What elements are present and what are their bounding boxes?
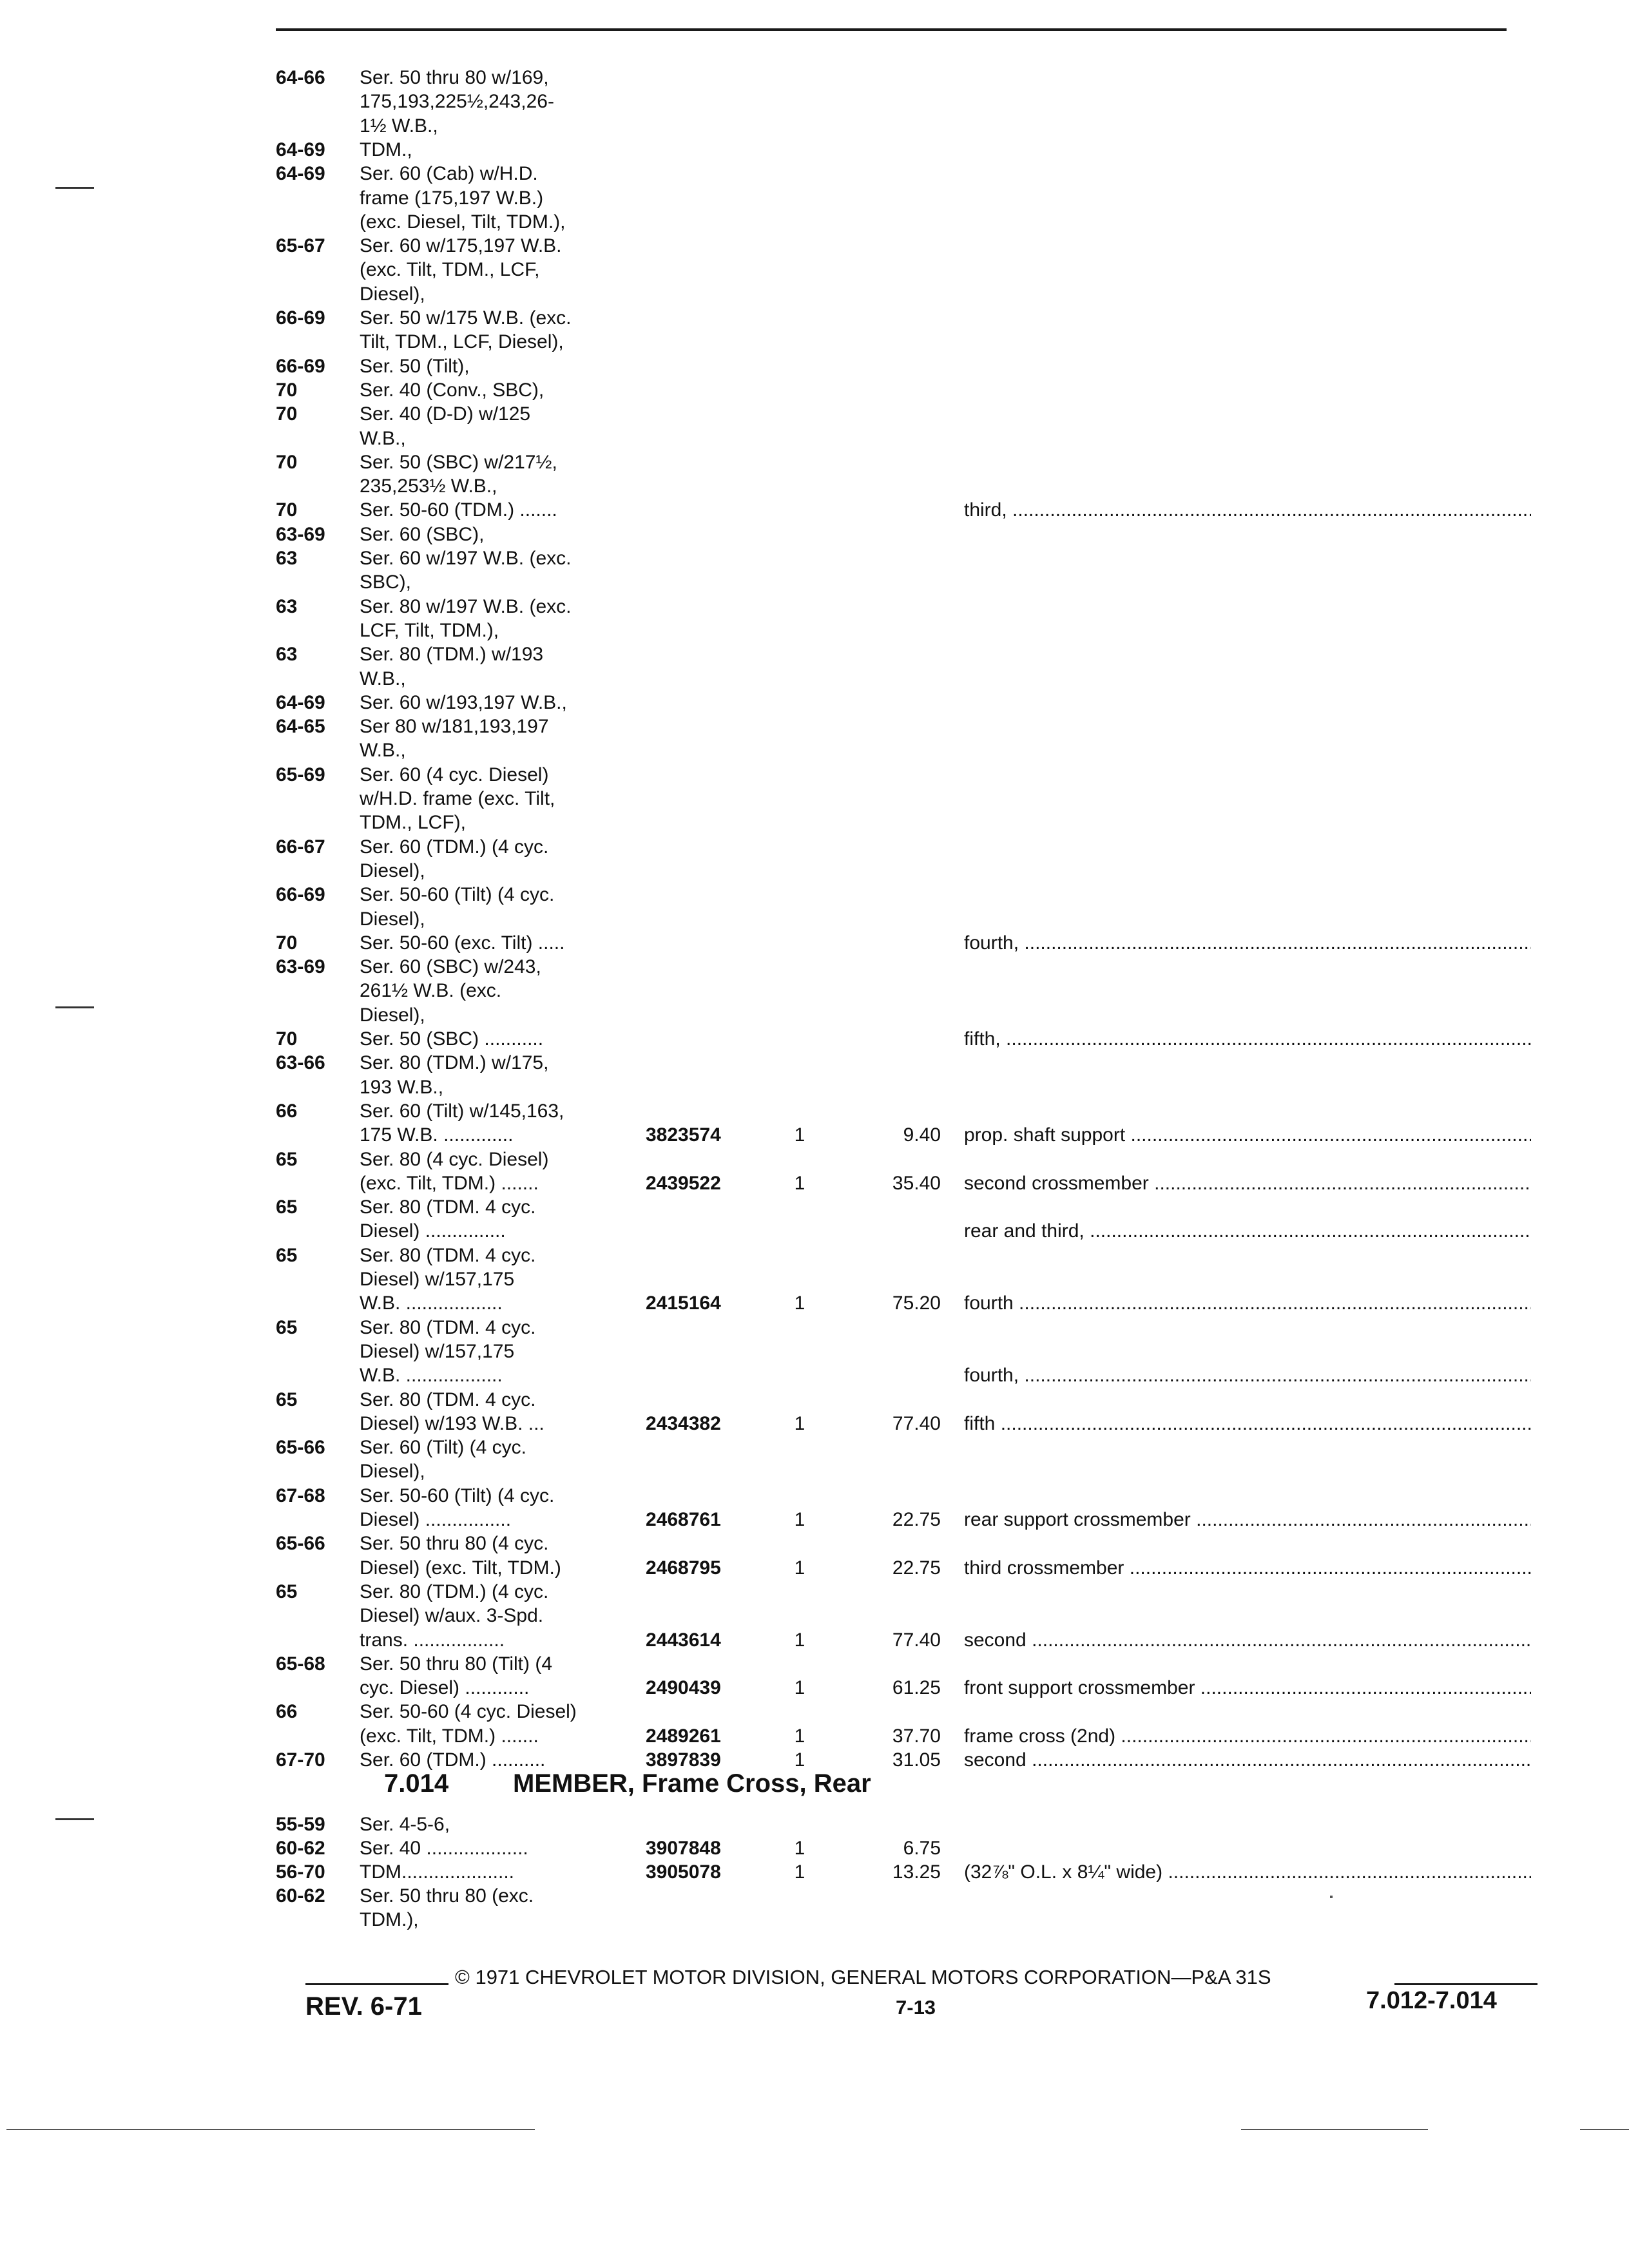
year-range: 67-68 (276, 1485, 325, 1506)
application-desc: Tilt, TDM., LCF, Diesel), (360, 331, 564, 353)
application-desc: Ser. 50 (SBC) ........... (360, 1028, 544, 1050)
year-range: 66 (276, 1701, 298, 1723)
application-desc: Diesel), (360, 1004, 425, 1026)
location-desc: fourth ..... (964, 1293, 1531, 1314)
catalog-row (0, 1341, 1629, 1363)
application-desc: Ser. 60 (TDM.) (4 cyc. (360, 836, 549, 858)
year-range: 60-62 (276, 1885, 325, 1907)
section-range: 7.012-7.014 (1366, 1987, 1497, 2014)
application-desc: Ser. 50-60 (TDM.) ....... (360, 499, 557, 521)
location-desc: fourth, ..... (964, 1365, 1531, 1387)
catalog-row (0, 1100, 1629, 1122)
catalog-row (0, 644, 1629, 666)
catalog-row (0, 1245, 1629, 1267)
catalog-row (0, 596, 1629, 618)
catalog-row (0, 1389, 1629, 1411)
application-desc: Ser. 50-60 (Tilt) (4 cyc. (360, 884, 555, 906)
bottom-scan-line (1580, 2129, 1629, 2130)
year-range: 65-69 (276, 764, 325, 785)
catalog-row (0, 1725, 1629, 1747)
catalog-row (0, 1605, 1629, 1627)
catalog-row (0, 380, 1629, 401)
catalog-row (0, 1196, 1629, 1218)
application-desc: Ser. 60 (4 cyc. Diesel) (360, 764, 549, 785)
application-desc: Ser. 60 (Cab) w/H.D. (360, 163, 538, 185)
quantity: 1 (794, 1412, 805, 1434)
catalog-row (0, 187, 1629, 209)
price: 35.40 (892, 1172, 941, 1194)
year-range: 55-59 (276, 1814, 325, 1835)
catalog-row (0, 1814, 1629, 1836)
application-desc: SBC), (360, 572, 412, 593)
year-range: 70 (276, 1028, 298, 1050)
quantity: 1 (794, 1293, 805, 1314)
catalog-row (0, 1909, 1629, 1931)
part-number: 3907848 (646, 1838, 721, 1859)
application-desc: frame (175,197 W.B.) (360, 187, 544, 209)
application-desc: Ser. 40 ................... (360, 1838, 528, 1859)
price: 61.25 (892, 1677, 941, 1699)
application-desc: 235,253½ W.B., (360, 476, 497, 497)
year-range: 65 (276, 1389, 298, 1410)
price: 75.20 (892, 1293, 941, 1314)
year-range: 66-69 (276, 307, 325, 329)
copyright-notice: © 1971 CHEVROLET MOTOR DIVISION, GENERAL MOTORS CORPORATION—P&A 31S (455, 1966, 1271, 1988)
application-desc: Ser. 80 (TDM. 4 cyc. (360, 1244, 536, 1266)
location-desc: (32⅞" O.L. x 8¼" wide) ..... (964, 1861, 1531, 1883)
catalog-row (0, 572, 1629, 593)
catalog-row (0, 1004, 1629, 1026)
application-desc: w/H.D. frame (exc. Tilt, (360, 788, 555, 809)
location-desc: third, ..... (964, 499, 1531, 521)
year-range: 66-67 (276, 836, 325, 858)
catalog-row (0, 284, 1629, 305)
quantity: 1 (794, 1838, 805, 1859)
catalog-row (0, 836, 1629, 858)
catalog-row (0, 620, 1629, 642)
application-desc: W.B., (360, 427, 406, 449)
year-range: 70 (276, 451, 298, 473)
catalog-row (0, 163, 1629, 185)
catalog-row (0, 1677, 1629, 1699)
year-range: 67-70 (276, 1749, 325, 1771)
catalog-row (0, 1413, 1629, 1435)
part-number: 2489261 (646, 1725, 721, 1747)
application-desc: Ser. 50 thru 80 w/169, (360, 67, 549, 88)
catalog-row (0, 1269, 1629, 1291)
location-desc: front support crossmember ..... (964, 1677, 1531, 1699)
year-range: 65-66 (276, 1437, 325, 1459)
part-number: 3823574 (646, 1124, 721, 1146)
year-range: 63-69 (276, 956, 325, 978)
location-desc: frame cross (2nd) ..... (964, 1725, 1531, 1747)
application-desc: Ser. 80 (4 cyc. Diesel) (360, 1148, 549, 1170)
year-range: 65 (276, 1196, 298, 1218)
catalog-row (0, 1653, 1629, 1675)
year-range: 65-67 (276, 235, 325, 257)
application-desc: Ser. 60 w/193,197 W.B., (360, 691, 567, 713)
application-desc: Ser. 60 (Tilt) (4 cyc. (360, 1437, 526, 1459)
catalog-row (0, 1461, 1629, 1483)
price: 77.40 (892, 1629, 941, 1651)
application-desc: TDM., LCF), (360, 812, 466, 834)
catalog-row (0, 211, 1629, 233)
application-desc: Ser. 50-60 (4 cyc. Diesel) (360, 1701, 577, 1723)
year-range: 60-62 (276, 1838, 325, 1859)
application-desc: W.B. .................. (360, 1293, 503, 1314)
application-desc: Ser. 50-60 (Tilt) (4 cyc. (360, 1485, 555, 1506)
catalog-row (0, 860, 1629, 882)
catalog-row (0, 716, 1629, 738)
section-number: 7.014 (384, 1769, 449, 1798)
catalog-row (0, 1365, 1629, 1387)
year-range: 66 (276, 1100, 298, 1122)
year-range: 65 (276, 1581, 298, 1602)
catalog-row (0, 740, 1629, 762)
catalog-row (0, 1293, 1629, 1314)
price: 9.40 (903, 1124, 941, 1146)
catalog-row (0, 1581, 1629, 1603)
application-desc: (exc. Tilt, TDM.) ....... (360, 1725, 539, 1747)
part-number: 2439522 (646, 1172, 721, 1194)
quantity: 1 (794, 1509, 805, 1530)
application-desc: Ser. 50 thru 80 (Tilt) (4 (360, 1653, 553, 1675)
section-title: MEMBER, Frame Cross, Rear (513, 1769, 871, 1798)
catalog-row (0, 1861, 1629, 1883)
year-range: 65 (276, 1148, 298, 1170)
part-number: 2468761 (646, 1509, 721, 1530)
application-desc: Ser. 60 (TDM.) .......... (360, 1749, 546, 1771)
application-desc: TDM., (360, 139, 412, 160)
application-desc: Ser. 60 w/175,197 W.B. (360, 235, 562, 257)
part-number: 2490439 (646, 1677, 721, 1699)
year-range: 66-69 (276, 884, 325, 906)
quantity: 1 (794, 1172, 805, 1194)
catalog-row (0, 307, 1629, 329)
bottom-scan-line (1241, 2129, 1428, 2130)
catalog-row (0, 1028, 1629, 1050)
catalog-row (0, 259, 1629, 281)
year-range: 70 (276, 403, 298, 425)
catalog-row (0, 764, 1629, 786)
application-desc: 1½ W.B., (360, 115, 438, 137)
location-desc: rear support crossmember ..... (964, 1509, 1531, 1531)
location-desc: prop. shaft support ..... (964, 1124, 1531, 1146)
catalog-row (0, 980, 1629, 1002)
application-desc: Ser. 50-60 (exc. Tilt) ..... (360, 932, 565, 954)
location-desc: fifth ..... (964, 1413, 1531, 1435)
price: 77.40 (892, 1412, 941, 1434)
catalog-row (0, 452, 1629, 474)
application-desc: Ser. 80 (TDM. 4 cyc. (360, 1316, 536, 1338)
catalog-row (0, 1052, 1629, 1074)
application-desc: Diesel), (360, 908, 425, 930)
year-range: 63-69 (276, 523, 325, 545)
page-number: 7-13 (896, 1996, 936, 2019)
location-desc: third crossmember ..... (964, 1557, 1531, 1579)
part-number: 2434382 (646, 1412, 721, 1434)
catalog-row (0, 956, 1629, 978)
catalog-row (0, 115, 1629, 137)
application-desc: Diesel), (360, 1461, 425, 1483)
application-desc: Diesel) w/157,175 (360, 1340, 515, 1362)
catalog-row (0, 668, 1629, 690)
application-desc: Diesel) w/aux. 3-Spd. (360, 1605, 544, 1627)
application-desc: Ser. 50 thru 80 (4 cyc. (360, 1533, 549, 1555)
location-desc: second ..... (964, 1749, 1531, 1771)
catalog-row (0, 884, 1629, 906)
year-range: 65 (276, 1244, 298, 1266)
quantity: 1 (794, 1677, 805, 1699)
year-range: 63 (276, 644, 298, 666)
catalog-row (0, 1220, 1629, 1242)
part-number: 3897839 (646, 1749, 721, 1771)
price: 6.75 (903, 1838, 941, 1859)
catalog-row (0, 476, 1629, 497)
catalog-row (0, 908, 1629, 930)
catalog-row (0, 1437, 1629, 1459)
application-desc: Diesel), (360, 283, 425, 305)
year-range: 65-68 (276, 1653, 325, 1675)
price: 37.70 (892, 1725, 941, 1747)
application-desc: 261½ W.B. (exc. (360, 980, 502, 1002)
application-desc: Diesel) w/193 W.B. ... (360, 1412, 545, 1434)
application-desc: Ser. 60 (SBC), (360, 523, 485, 545)
year-range: 64-69 (276, 163, 325, 185)
part-number: 2468795 (646, 1557, 721, 1579)
application-desc: Diesel), (360, 860, 425, 881)
revision-label: REV. 6-71 (305, 1992, 422, 2021)
catalog-row (0, 1838, 1629, 1860)
catalog-row (0, 1885, 1629, 1907)
quantity: 1 (794, 1124, 805, 1146)
application-desc: W.B., (360, 740, 406, 762)
application-desc: TDM..................... (360, 1861, 515, 1883)
location-desc: fifth, ..... (964, 1028, 1531, 1050)
location-desc: fourth, ..... (964, 932, 1531, 954)
catalog-row (0, 235, 1629, 257)
application-desc: Ser. 50 (Tilt), (360, 355, 470, 377)
application-desc: Ser. 80 (TDM.) w/193 (360, 644, 544, 666)
application-desc: Diesel) ............... (360, 1220, 506, 1242)
catalog-row (0, 1749, 1629, 1771)
catalog-row (0, 499, 1629, 521)
top-rule (276, 28, 1507, 31)
year-range: 70 (276, 379, 298, 401)
catalog-row (0, 692, 1629, 714)
application-desc: Ser. 80 (TDM. 4 cyc. (360, 1196, 536, 1218)
application-desc: Diesel) ................ (360, 1509, 512, 1530)
application-desc: Ser. 50 (SBC) w/217½, (360, 451, 557, 473)
quantity: 1 (794, 1861, 805, 1883)
application-desc: Ser 80 w/181,193,197 (360, 716, 549, 738)
year-range: 64-69 (276, 691, 325, 713)
application-desc: Ser. 80 w/197 W.B. (exc. (360, 595, 572, 617)
year-range: 66-69 (276, 355, 325, 377)
application-desc: Ser. 60 w/197 W.B. (exc. (360, 548, 572, 569)
catalog-row (0, 139, 1629, 161)
catalog-row (0, 1629, 1629, 1651)
application-desc: 193 W.B., (360, 1076, 444, 1098)
catalog-row (0, 1077, 1629, 1099)
application-desc: Ser. 50 thru 80 (exc. (360, 1885, 534, 1907)
catalog-row (0, 91, 1629, 113)
quantity: 1 (794, 1749, 805, 1771)
catalog-row (0, 812, 1629, 834)
catalog-row (0, 1701, 1629, 1723)
catalog-row (0, 1149, 1629, 1171)
application-desc: Ser. 60 (SBC) w/243, (360, 956, 541, 978)
year-range: 70 (276, 499, 298, 521)
catalog-row (0, 356, 1629, 378)
year-range: 63 (276, 595, 298, 617)
application-desc: TDM.), (360, 1909, 419, 1930)
price: 31.05 (892, 1749, 941, 1771)
application-desc: Ser. 80 (TDM. 4 cyc. (360, 1389, 536, 1410)
catalog-row (0, 1124, 1629, 1146)
catalog-row (0, 1173, 1629, 1195)
catalog-row (0, 1533, 1629, 1555)
application-desc: trans. ................. (360, 1629, 505, 1651)
application-desc: W.B., (360, 668, 406, 689)
speck (1330, 1896, 1333, 1898)
year-range: 65 (276, 1316, 298, 1338)
application-desc: 175 W.B. ............. (360, 1124, 514, 1146)
year-range: 64-69 (276, 139, 325, 160)
application-desc: 175,193,225½,243,26- (360, 91, 554, 113)
application-desc: Diesel) w/157,175 (360, 1269, 515, 1290)
application-desc: LCF, Tilt, TDM.), (360, 619, 499, 641)
application-desc: Ser. 4-5-6, (360, 1814, 450, 1835)
year-range: 63-66 (276, 1052, 325, 1074)
year-range: 70 (276, 932, 298, 954)
year-range: 63 (276, 548, 298, 569)
catalog-row (0, 1557, 1629, 1579)
catalog-row (0, 1509, 1629, 1531)
year-range: 64-65 (276, 716, 325, 738)
catalog-row (0, 932, 1629, 954)
application-desc: Ser. 80 (TDM.) w/175, (360, 1052, 549, 1074)
price: 22.75 (892, 1557, 941, 1579)
catalog-row (0, 524, 1629, 546)
year-range: 64-66 (276, 67, 325, 88)
catalog-row (0, 788, 1629, 810)
footer-rule-left (305, 1983, 448, 1985)
application-desc: (exc. Tilt, TDM.) ....... (360, 1172, 539, 1194)
catalog-row (0, 1317, 1629, 1339)
application-desc: Ser. 80 (TDM.) (4 cyc. (360, 1581, 549, 1602)
quantity: 1 (794, 1629, 805, 1651)
year-range: 65-66 (276, 1533, 325, 1555)
bottom-scan-line (6, 2129, 535, 2130)
application-desc: (exc. Diesel, Tilt, TDM.), (360, 211, 566, 233)
application-desc: Ser. 40 (D-D) w/125 (360, 403, 531, 425)
catalog-row (0, 548, 1629, 570)
application-desc: (exc. Tilt, TDM., LCF, (360, 259, 540, 281)
location-desc: rear and third, ..... (964, 1220, 1531, 1242)
application-desc: Diesel) (exc. Tilt, TDM.) (360, 1557, 561, 1579)
part-number: 2443614 (646, 1629, 721, 1651)
application-desc: Ser. 40 (Conv., SBC), (360, 379, 545, 401)
catalog-row (0, 403, 1629, 425)
quantity: 1 (794, 1725, 805, 1747)
price: 22.75 (892, 1509, 941, 1530)
location-desc: second ..... (964, 1629, 1531, 1651)
catalog-row (0, 1485, 1629, 1507)
catalog-row (0, 331, 1629, 353)
quantity: 1 (794, 1557, 805, 1579)
year-range: 56-70 (276, 1861, 325, 1883)
part-number: 3905078 (646, 1861, 721, 1883)
catalog-row (0, 428, 1629, 450)
application-desc: W.B. .................. (360, 1365, 503, 1387)
footer-rule-right (1394, 1983, 1537, 1985)
application-desc: Ser. 50 w/175 W.B. (exc. (360, 307, 572, 329)
part-number: 2415164 (646, 1293, 721, 1314)
location-desc: second crossmember ..... (964, 1173, 1531, 1195)
price: 13.25 (892, 1861, 941, 1883)
application-desc: Ser. 60 (Tilt) w/145,163, (360, 1100, 564, 1122)
application-desc: cyc. Diesel) ............ (360, 1677, 530, 1699)
catalog-row (0, 67, 1629, 89)
